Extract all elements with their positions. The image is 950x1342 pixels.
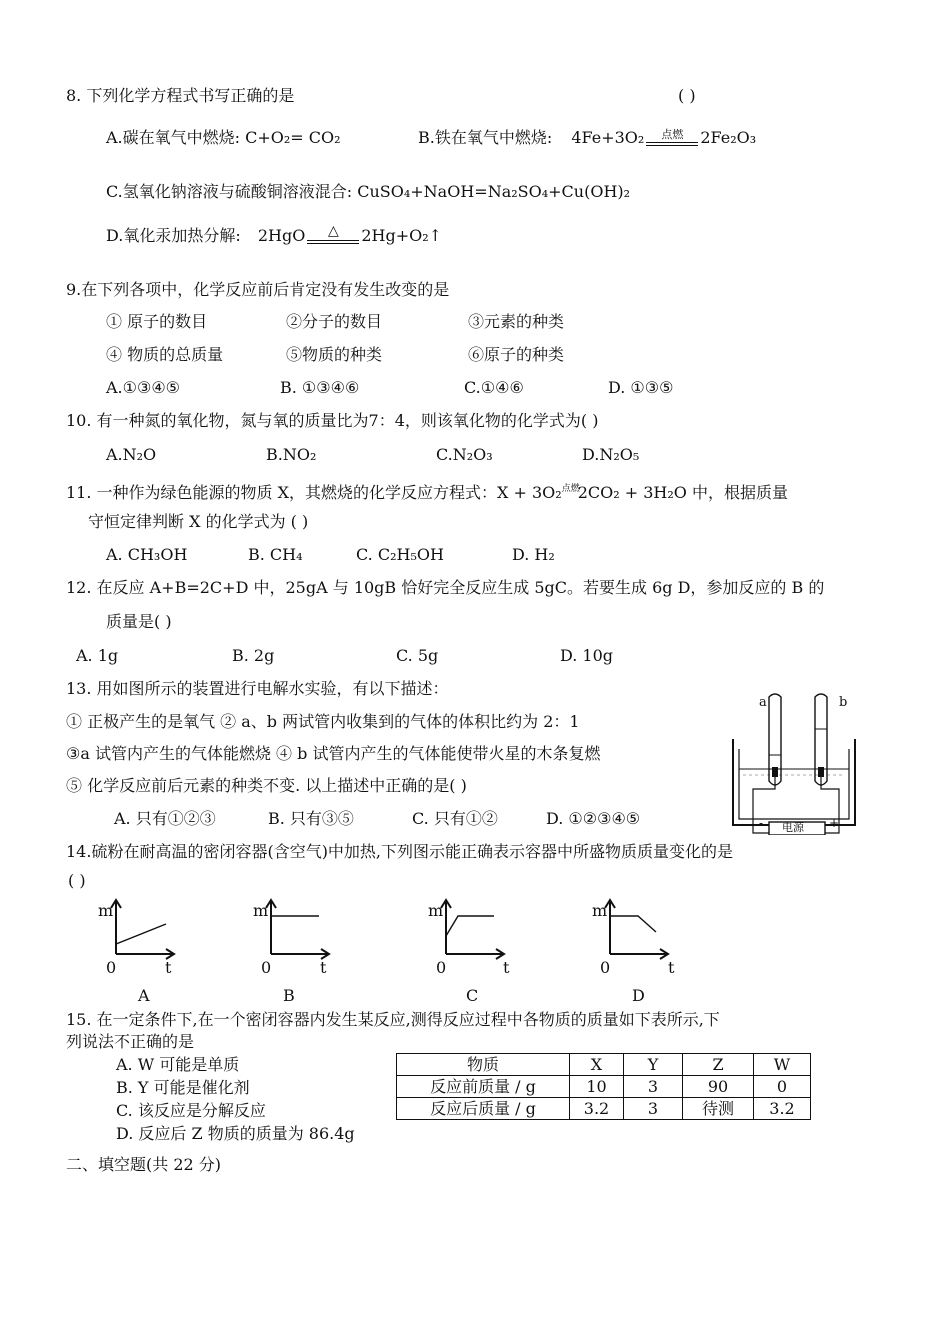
- q15-option-a: A. W 可能是单质: [116, 1055, 240, 1074]
- q9-item-6: ⑥原子的种类: [468, 345, 565, 364]
- negative-terminal-label: -: [759, 816, 764, 830]
- q15-stem: 15. 在一定条件下,在一个密闭容器内发生某反应,测得反应过程中各物质的质量如下表所示,下: [66, 1010, 720, 1029]
- power-source-label: 电源: [782, 821, 804, 834]
- q11-option-b: B. CH₄: [248, 545, 303, 564]
- q10-option-d: D.N₂O₅: [582, 445, 640, 464]
- q8-option-a-label: A.碳在氧气中燃烧:: [106, 128, 246, 147]
- table-cell: 物质: [397, 1054, 570, 1076]
- table-header-row: [397, 1054, 811, 1076]
- q11-stem-part1: 11. 一种作为绿色能源的物质 X，其燃烧的化学反应方程式：X + 3O₂: [66, 483, 562, 502]
- table-cell: 90: [683, 1076, 754, 1098]
- q11-option-c: C. C₂H₅OH: [356, 545, 444, 564]
- q11-option-d: D. H₂: [512, 545, 555, 564]
- q10-option-a: A.N₂O: [106, 445, 157, 464]
- q8-option-b-rhs: 2Fe₂O₃: [700, 128, 757, 147]
- q13-statement-3: ⑤ 化学反应前后元素的种类不变. 以上描述中正确的是( ): [66, 776, 467, 795]
- table-cell: X: [570, 1054, 624, 1076]
- q13-option-a: A. 只有①②③: [114, 809, 216, 828]
- condition-label: 点燃: [661, 127, 684, 141]
- q8-option-c: C.氢氧化钠溶液与硫酸铜溶液混合: CuSO₄+NaOH=Na₂SO₄+Cu(OH)₂: [106, 182, 631, 201]
- q14-graph-c-y-label: m: [428, 901, 444, 920]
- positive-terminal-label: +: [829, 816, 840, 830]
- table-cell: 3.2: [754, 1098, 811, 1120]
- q13-statement-2: ③a 试管内产生的气体能燃烧 ④ b 试管内产生的气体能使带火星的木条复燃: [66, 744, 601, 763]
- q14-graph-d-caption: D: [632, 986, 645, 1005]
- q9-item-4: ④ 物质的总质量: [106, 345, 224, 364]
- q14-graph-d-origin: 0: [600, 958, 611, 977]
- q15-option-d: D. 反应后 Z 物质的质量为 86.4g: [116, 1124, 355, 1143]
- table-cell: W: [754, 1054, 811, 1076]
- q14-graph-b-caption: B: [283, 986, 295, 1005]
- q11-option-a: A. CH₃OH: [106, 545, 188, 564]
- q8-option-d-lhs: 2HgO: [257, 226, 306, 245]
- q14-graph-c-origin: 0: [436, 958, 447, 977]
- q14-graph-a-x-label: t: [165, 958, 172, 977]
- q11-stem-line2: 守恒定律判断 X 的化学式为 ( ): [88, 512, 309, 531]
- q9-option-c: C.①④⑥: [464, 378, 524, 397]
- table-cell: Y: [624, 1054, 683, 1076]
- table-cell: 3.2: [570, 1098, 624, 1120]
- q12-stem: 12. 在反应 A+B=2C+D 中，25gA 与 10gB 恰好完全反应生成 5gC。若要生成 6g D，参加反应的 B 的: [66, 578, 825, 597]
- table-cell: 3: [624, 1098, 683, 1120]
- table-cell: Z: [683, 1054, 754, 1076]
- q14-graph-b-y-label: m: [253, 901, 269, 920]
- q8-option-a: [106, 128, 341, 148]
- q9-stem: 9.在下列各项中，化学反应前后肯定没有发生改变的是: [66, 280, 450, 299]
- table-row: [397, 1098, 811, 1120]
- q9-option-b: B. ①③④⑥: [280, 378, 360, 397]
- q9-item-2: ②分子的数目: [286, 312, 383, 331]
- q8-option-d: [106, 222, 443, 247]
- q8-option-d-condition: [305, 222, 361, 247]
- q12-option-c: C. 5g: [396, 646, 439, 665]
- tube-a-label: a: [759, 695, 767, 710]
- q8-option-b-lhs: 4Fe+3O₂: [571, 128, 645, 147]
- q12-option-a: A. 1g: [76, 646, 119, 665]
- q14-graph-c-x-label: t: [503, 958, 510, 977]
- q11-stem-part2: 2CO₂ + 3H₂O 中，根据质量: [577, 483, 789, 502]
- table-cell: 10: [570, 1076, 624, 1098]
- q12-option-b: B. 2g: [232, 646, 275, 665]
- table-cell: 3: [624, 1076, 683, 1098]
- q13-statement-1: ① 正极产生的是氧气 ② a、b 两试管内收集到的气体的体积比约为 2：1: [66, 712, 580, 731]
- q8-option-b-label: B.铁在氧气中燃烧:: [418, 128, 558, 147]
- q8-option-b-condition: [644, 129, 700, 149]
- q11-stem: [66, 479, 788, 503]
- q9-option-a: A.①③④⑤: [106, 378, 181, 397]
- q8-option-d-rhs: 2Hg+O₂↑: [361, 226, 443, 245]
- q15-option-b: B. Y 可能是催化剂: [116, 1078, 250, 1097]
- table-cell: 待测: [683, 1098, 754, 1120]
- q13-option-d: D. ①②③④⑤: [546, 809, 641, 828]
- q15-option-c: C. 该反应是分解反应: [116, 1101, 266, 1120]
- q11-condition: 点燃: [561, 484, 580, 494]
- table-cell: 反应后质量 / g: [397, 1098, 570, 1120]
- q14-bracket: ( ): [68, 871, 86, 890]
- heat-symbol: △: [327, 222, 339, 239]
- tube-b-label: b: [839, 695, 848, 710]
- q10-option-c: C.N₂O₃: [436, 445, 493, 464]
- q8-option-d-label: D.氧化汞加热分解:: [106, 226, 246, 245]
- q14-stem: 14.硫粉在耐高温的密闭容器(含空气)中加热,下列图示能正确表示容器中所盛物质质量变化的是: [66, 842, 734, 861]
- q13-stem: 13. 用如图所示的装置进行电解水实验，有以下描述：: [66, 679, 449, 698]
- q15-mass-table: [396, 1053, 811, 1120]
- q14-graph-d-y-label: m: [592, 901, 608, 920]
- q9-item-3: ③元素的种类: [468, 312, 565, 331]
- q9-option-d: D. ①③⑤: [608, 378, 674, 397]
- q12-option-d: D. 10g: [560, 646, 614, 665]
- q15-stem-line2: 列说法不正确的是: [66, 1032, 195, 1051]
- q10-option-b: B.NO₂: [266, 445, 317, 464]
- table-cell: 0: [754, 1076, 811, 1098]
- table-cell: 反应前质量 / g: [397, 1076, 570, 1098]
- q9-item-5: ⑤物质的种类: [286, 345, 383, 364]
- q10-stem: 10. 有一种氮的氧化物，氮与氧的质量比为7：4，则该氧化物的化学式为( ): [66, 411, 599, 430]
- q14-graph-b-x-label: t: [320, 958, 327, 977]
- q13-option-c: C. 只有①②: [412, 809, 498, 828]
- q13-option-b: B. 只有③⑤: [268, 809, 354, 828]
- q14-graph-b-origin: 0: [261, 958, 272, 977]
- q14-graph-a-y-label: m: [98, 901, 114, 920]
- q8-bracket: ( ): [678, 86, 696, 105]
- q12-stem-line2: 质量是( ): [106, 612, 172, 631]
- q8-stem: 8. 下列化学方程式书写正确的是: [66, 86, 295, 105]
- q9-item-1: ① 原子的数目: [106, 312, 208, 331]
- section-2-heading: 二、填空题(共 22 分): [66, 1155, 222, 1174]
- electrolysis-apparatus: [729, 689, 859, 835]
- q14-graph-c-caption: C: [466, 986, 479, 1005]
- q14-graph-d-x-label: t: [668, 958, 675, 977]
- table-row: [397, 1076, 811, 1098]
- q8-option-a-equation: C+O₂= CO₂: [245, 128, 341, 147]
- q14-graph-a-origin: 0: [106, 958, 117, 977]
- q8-option-b: [418, 128, 756, 149]
- q14-graph-a-caption: A: [138, 986, 150, 1005]
